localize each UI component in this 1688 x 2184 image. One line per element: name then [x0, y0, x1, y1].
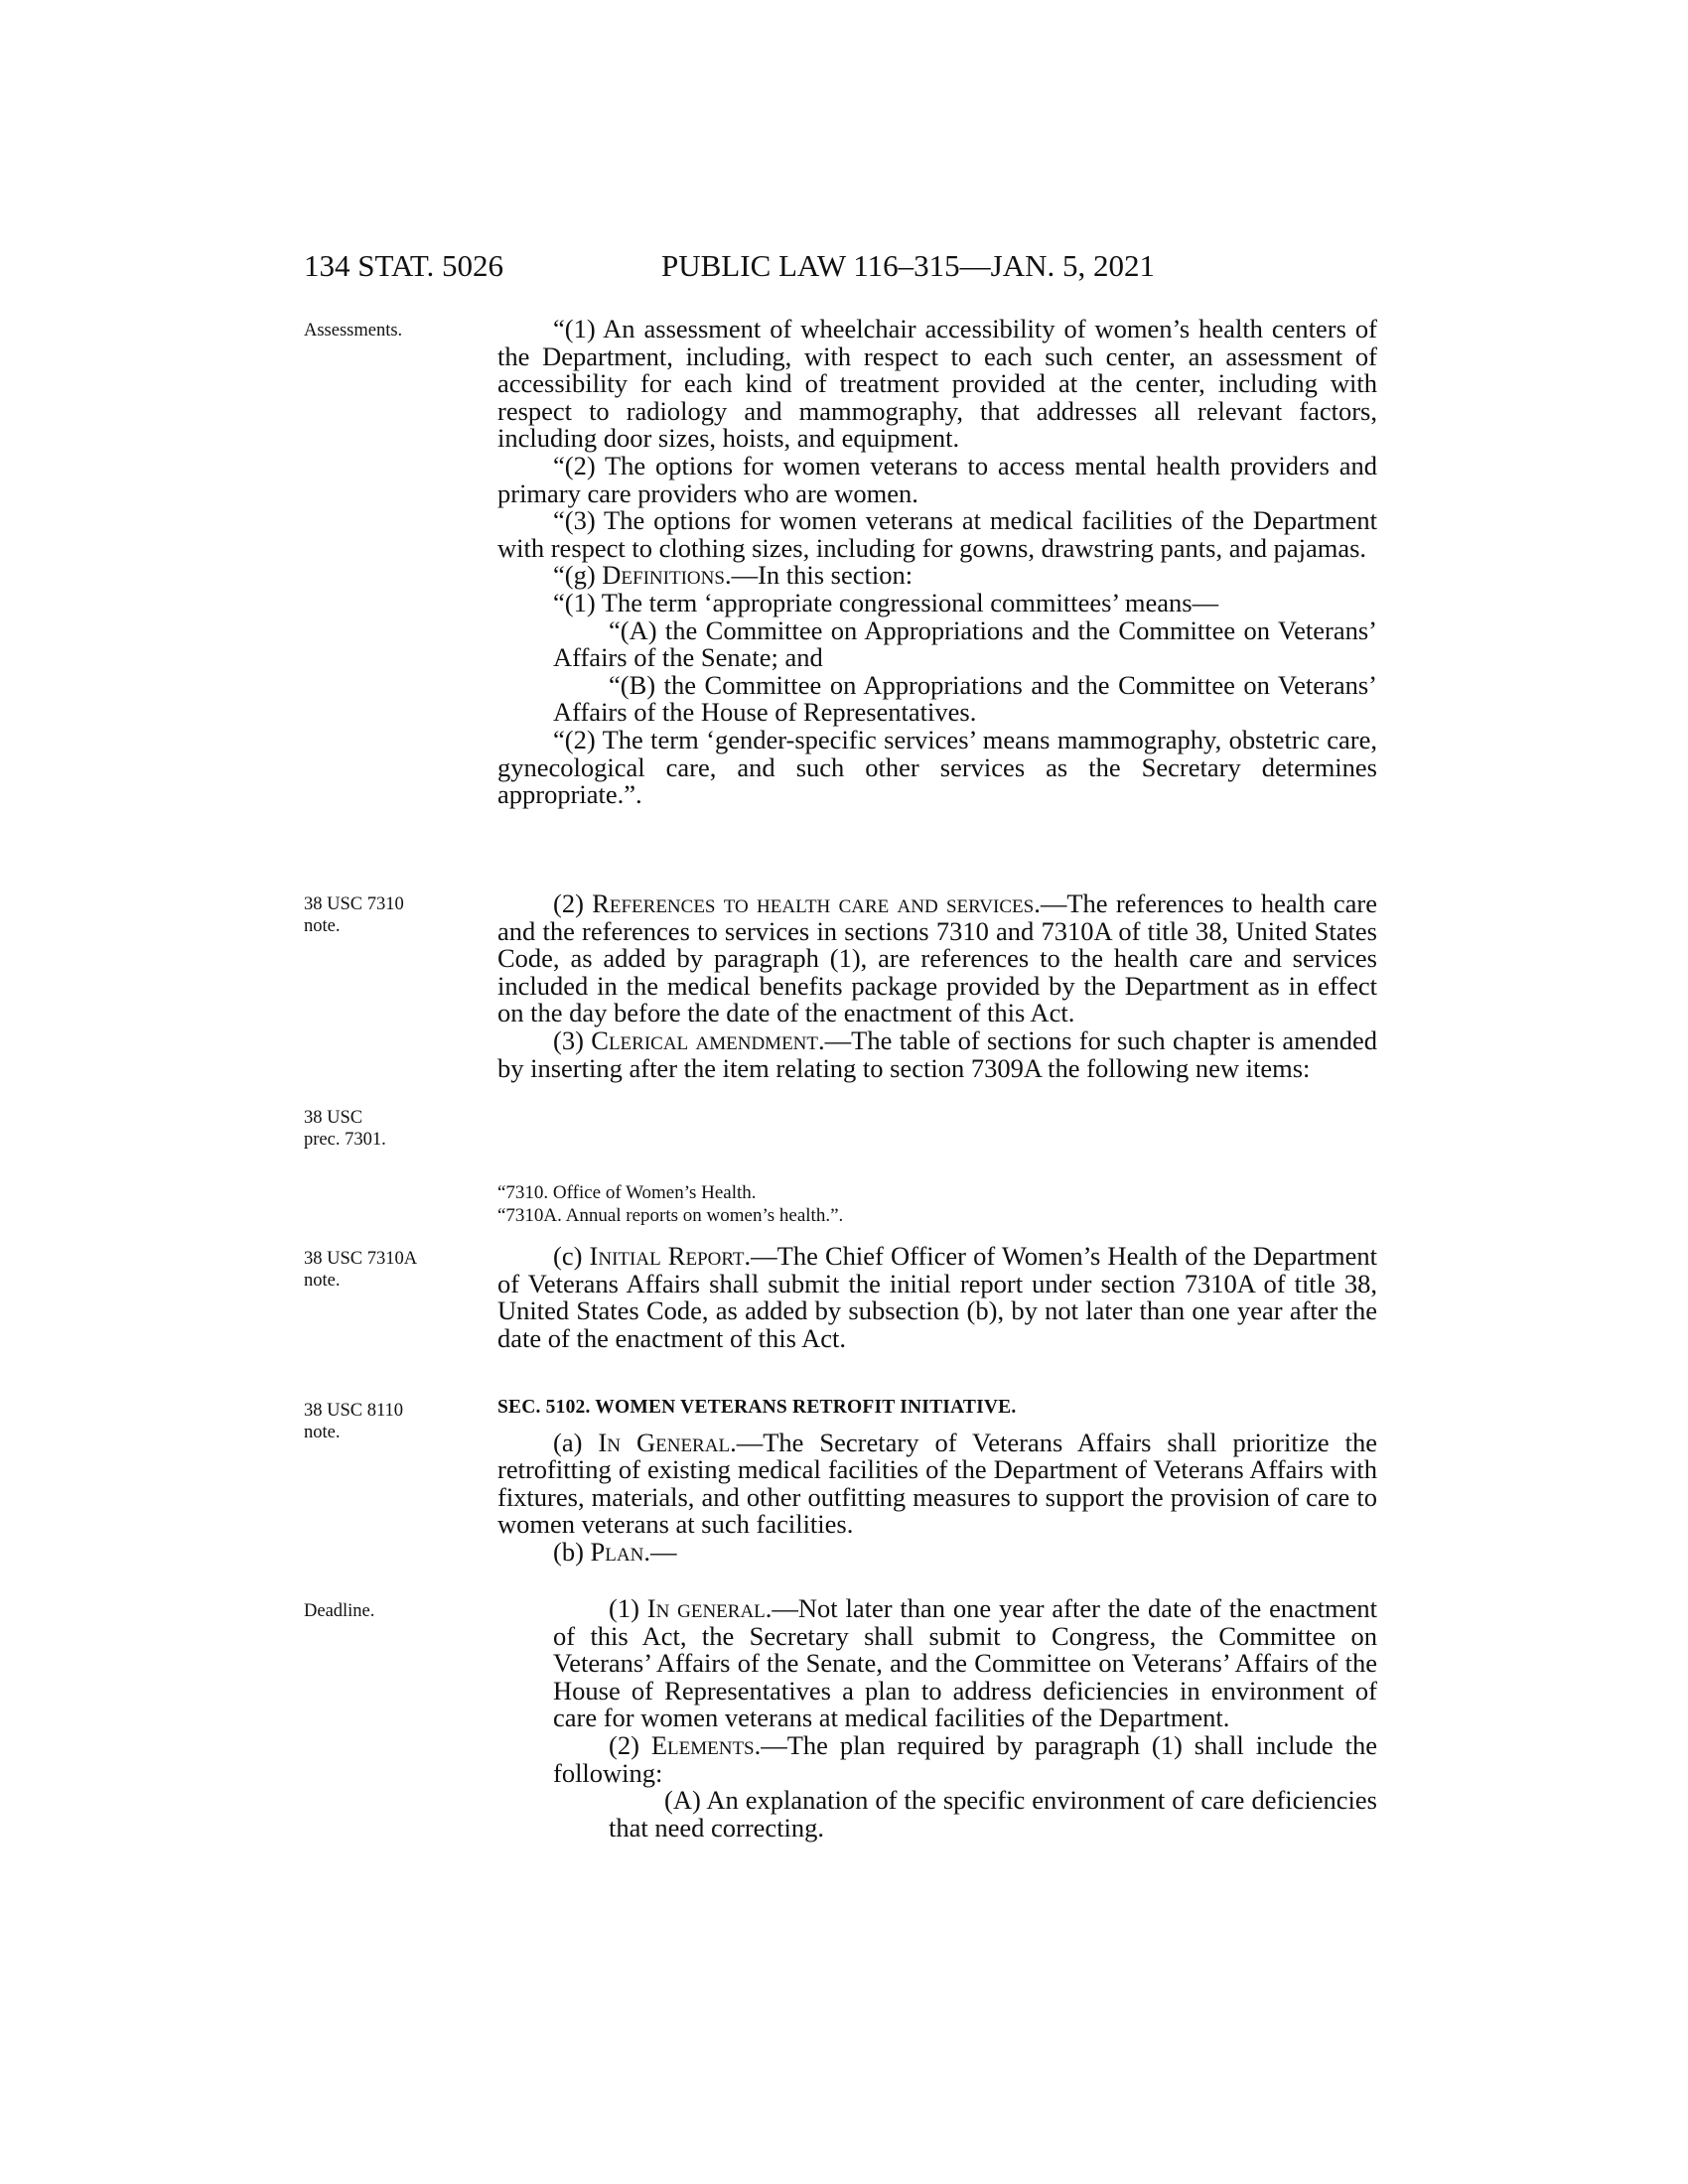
subsection-b-text: .— [643, 1536, 677, 1567]
subsection-g-prefix: “(g) [553, 560, 603, 591]
paragraph-clerical-heading: Clerical amendment [591, 1024, 819, 1055]
paragraph-clerical-text: .—The table of sections for such chapter is amended by inserting after the item relating to section 7309A the following new items: [497, 1024, 1377, 1083]
paragraph-f2: “(2) The options for women veterans to access mental health providers and primary care providers who are women. [497, 450, 1377, 508]
paragraph-b1-text: .—Not later than one year after the date of the enactment of this Act, the Secretary shall submit to Congress, the Committee on Veterans’ Affairs of the Senate, and the Committee on Veterans’ Affairs of the House of Representatives a plan to address deficiencies in environment of care for women veterans at medical facilities of the Department. [553, 1593, 1377, 1733]
margin-note-38-usc-prec-7301: 38 USC prec. 7301. [304, 1108, 386, 1150]
plan-paragraphs [497, 1595, 1377, 1842]
subsection-c-initial-report [497, 1243, 1377, 1352]
margin-note-deadline: Deadline. [304, 1601, 375, 1621]
paragraph-f3: “(3) The options for women veterans at medical facilities of the Department with respect to clothing sizes, including for gowns, drawstring pants, and pajamas. [497, 505, 1377, 563]
paragraph-b1-prefix: (1) [609, 1593, 647, 1623]
margin-note-38-usc-8110: 38 USC 8110 note. [304, 1401, 404, 1442]
margin-note-38-usc-7310a: 38 USC 7310A note. [304, 1249, 418, 1291]
subsection-a-prefix: (a) [553, 1427, 599, 1457]
paragraph-references [497, 890, 1377, 1027]
subsection-g-text: .—In this section: [724, 560, 914, 591]
paragraph-references-text: .—The references to health care and the references to services in sections 7310 and 7310A of title 38, United States Code, as added by paragraph (1), are references to the health care and services included in the medical benefits package provided by the Department as in effect on the day before the date of the enactment of this Act. [497, 888, 1377, 1028]
subsection-g-definitions [497, 562, 1377, 590]
subsection-b-plan [497, 1536, 1377, 1567]
paragraph-clerical-amendment [497, 1024, 1377, 1083]
paragraph-b2-elements [497, 1729, 1377, 1788]
paragraph-b2-text: .—The plan required by paragraph (1) shall include the following: [553, 1729, 1377, 1788]
references-paragraphs [497, 890, 1377, 1082]
margin-note-38-usc-7310: 38 USC 7310 note. [304, 894, 404, 936]
paragraph-g2: “(2) The term ‘gender-specific services’ means mammography, obstetric care, gynecological care, and such other services as the Secretary determines appropriate.”. [497, 724, 1377, 810]
subsection-a-heading: In General [598, 1427, 731, 1457]
table-of-sections-items [497, 1181, 1377, 1227]
subsection-a-in-general [497, 1427, 1377, 1540]
paragraph-f1: “(1) An assessment of wheelchair accessibility of women’s health centers of the Department, including, with respect to each such center, an assessment of accessibility for each kind of treatment provided at the center, including with respect to radiology and mammography, that addresses all relevant factors, including door sizes, hoists, and equipment. [497, 314, 1377, 454]
subsection-c-text: .—The Chief Officer of Women’s Health of the Department of Veterans Affairs shall submit the initial report under section 7310A of title 38, United States Code, as added by subsection (b), by not later than one year after the date of the enactment of this Act. [497, 1241, 1377, 1353]
subsection-g-heading: Definitions [602, 560, 725, 591]
paragraph-b1-in-general [497, 1595, 1377, 1732]
subsection-c-prefix: (c) [553, 1241, 590, 1271]
subsection-c-heading: Initial Report [589, 1241, 745, 1271]
subparagraph-gA: “(A) the Committee on Appropriations and the Committee on Veterans’ Affairs of the Senate; and [553, 614, 1377, 673]
subsection-a-text: .—The Secretary of Veterans Affairs shall prioritize the retrofitting of existing medical facilities of the Department of Veterans Affairs with fixtures, materials, and other outfitting measures to support the provision of care to women veterans at such facilities. [497, 1427, 1377, 1540]
section-heading: SEC. 5102. WOMEN VETERANS RETROFIT INITIATIVE. [497, 1397, 1017, 1418]
statute-page-number: 134 STAT. 5026 [304, 248, 504, 283]
margin-note-assessments: Assessments. [304, 321, 403, 341]
subsection-f-continued [497, 316, 1377, 809]
section-5102 [497, 1394, 1377, 1567]
toc-item-7310: “7310. Office of Women’s Health. [497, 1182, 757, 1203]
paragraph-clerical-prefix: (3) [553, 1024, 592, 1055]
toc-item-7310a: “7310A. Annual reports on women’s health.”. [497, 1205, 844, 1226]
paragraph-b2-prefix: (2) [609, 1729, 651, 1760]
subparagraph-gB: “(B) the Committee on Appropriations and the Committee on Veterans’ Affairs of the House of Representatives. [553, 669, 1377, 728]
paragraph-references-prefix: (2) [553, 888, 593, 918]
paragraph-b2-heading: Elements [650, 1729, 755, 1760]
paragraph-b1-heading: In general [646, 1593, 766, 1623]
subparagraph-b2A: (A) An explanation of the specific environment of care deficiencies that need correcting. [609, 1785, 1377, 1843]
subsection-b-heading: Plan [590, 1536, 644, 1567]
public-law-title: PUBLIC LAW 116–315—JAN. 5, 2021 [661, 248, 1155, 283]
subsection-b-prefix: (b) [553, 1536, 591, 1567]
paragraph-g1: “(1) The term ‘appropriate congressional committees’ means— [553, 587, 1219, 617]
paragraph-references-heading: References to health care and services [592, 888, 1035, 918]
